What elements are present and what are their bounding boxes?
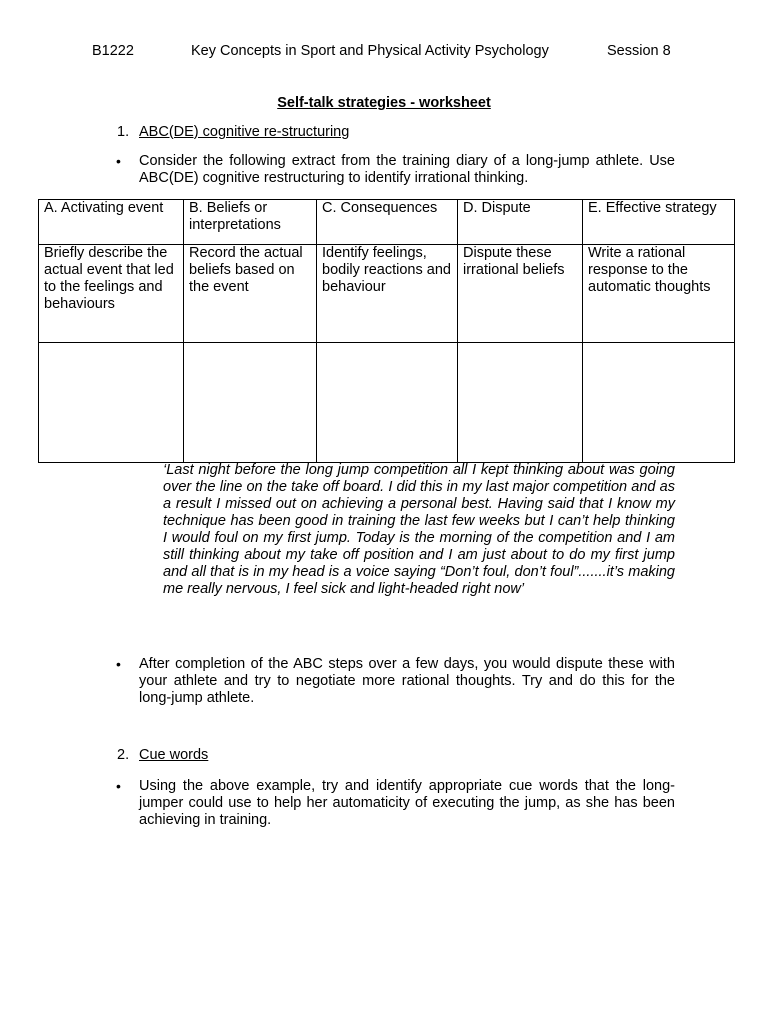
course-code: B1222 <box>92 43 134 59</box>
section-1-number: 1. <box>117 124 130 140</box>
table-description-cell: Dispute these irrational beliefs <box>458 245 583 343</box>
table-description-row <box>39 245 735 343</box>
bullet-marker: • <box>116 656 121 672</box>
section-1-instruction: Consider the following extract from the training diary of a long-jump athlete. Use ABC(DE) cognitive restructuring to identify irrational thinking. <box>139 153 675 186</box>
abcde-table <box>38 199 735 463</box>
table-header-cell: A. Activating event <box>39 200 184 245</box>
table-blank-cell <box>458 343 583 463</box>
cue-words-instruction: Using the above example, try and identify appropriate cue words that the long-jumper could use to help her automaticity of executing the jump, as she has been achieving in training. <box>139 778 675 828</box>
table-header-row <box>39 200 735 245</box>
section-2-heading: Cue words <box>139 747 209 763</box>
course-title: Key Concepts in Sport and Physical Activity Psychology <box>191 43 549 59</box>
table-header-cell: B. Beliefs or interpretations <box>184 200 317 245</box>
table-header-cell: E. Effective strategy <box>583 200 735 245</box>
table-blank-row <box>39 343 735 463</box>
session-label: Session 8 <box>607 43 671 59</box>
table-header-cell: D. Dispute <box>458 200 583 245</box>
table-blank-cell <box>39 343 184 463</box>
page-header <box>0 43 768 63</box>
bullet-marker: • <box>116 153 121 169</box>
table-blank-cell <box>317 343 458 463</box>
table-description-cell: Briefly describe the actual event that led to the feelings and behaviours <box>39 245 184 343</box>
table-blank-cell <box>583 343 735 463</box>
worksheet-title: Self-talk strategies - worksheet <box>277 95 491 111</box>
table-blank-cell <box>184 343 317 463</box>
section-1-heading: ABC(DE) cognitive re-structuring <box>139 124 350 140</box>
section-2-number: 2. <box>117 747 130 763</box>
diary-extract-quote: ‘Last night before the long jump competition all I kept thinking about was going over the line on the take off board. I did this in my last major competition and as a result I missed out on achieving a personal best. Having said that I know my technique has been good in training the last few weeks but I can’t help thinking I would foul on my first jump. Today is the morning of the competition and I am still thinking about my take off position and I am just about to do my first jump and all that is in my head is a voice saying “Don’t foul, don’t foul”.......it’s making me really nervous, I feel sick and light-headed right now’ <box>163 462 675 597</box>
table-description-cell: Write a rational response to the automatic thoughts <box>583 245 735 343</box>
bullet-marker: • <box>116 778 121 794</box>
table-description-cell: Identify feelings, bodily reactions and behaviour <box>317 245 458 343</box>
table-header-cell: C. Consequences <box>317 200 458 245</box>
dispute-instruction: After completion of the ABC steps over a few days, you would dispute these with your athlete and try to negotiate more rational thoughts. Try and do this for the long-jump athlete. <box>139 656 675 706</box>
table-description-cell: Record the actual beliefs based on the event <box>184 245 317 343</box>
